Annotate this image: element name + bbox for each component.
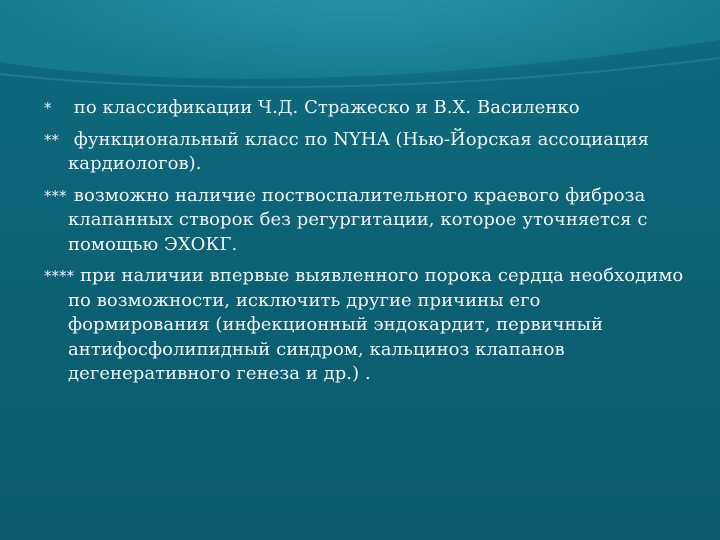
footnote-text: функциональный класс по NYHA (Нью-Йорская ассоциация кардиологов). bbox=[68, 128, 650, 174]
footnote-marker: ** bbox=[44, 130, 60, 149]
footnote-3 bbox=[44, 184, 684, 258]
footnotes bbox=[44, 96, 684, 394]
decorative-wave bbox=[0, 0, 720, 100]
footnote-4 bbox=[44, 264, 684, 387]
footnote-marker: *** bbox=[44, 186, 67, 205]
footnote-text: по классификации Ч.Д. Стражеско и В.Х. Василенко bbox=[73, 97, 580, 118]
footnote-marker: * bbox=[44, 99, 52, 117]
footnote-text: возможно наличие поствоспалительного краевого фиброза клапанных створок без регургитации, которое уточняется с помощью ЭХОКГ. bbox=[68, 184, 648, 255]
footnote-2 bbox=[44, 128, 684, 177]
footnote-1 bbox=[44, 96, 684, 121]
footnote-marker: **** bbox=[44, 267, 75, 285]
footnote-text: при наличии впервые выявленного порока сердца необходимо по возможности, исключить другие причины его формирования (инфекционный эндокардит, первичный антифосфолипидный синдром, кальциноз клапанов дегенеративного генеза и др.) . bbox=[68, 265, 684, 384]
